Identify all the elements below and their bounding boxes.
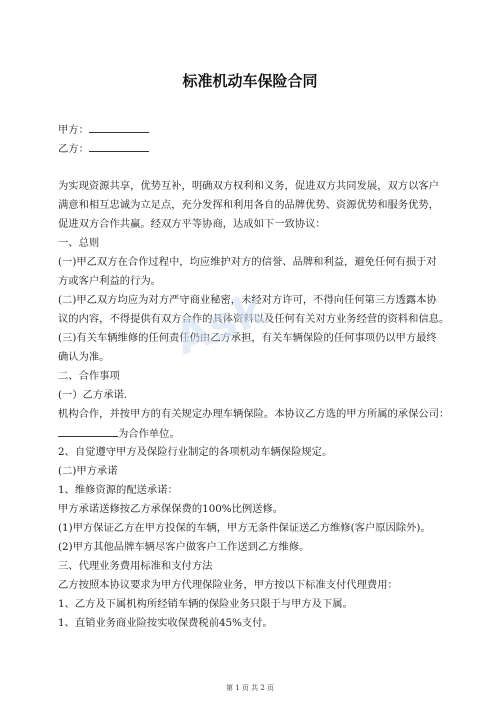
paragraph-line: (1)甲方保证乙方在甲方投保的车辆，甲方无条件保证送乙方维修(客户原因除外)。 — [58, 522, 431, 534]
watermark: Ask — [168, 283, 273, 366]
paragraph-line: 机构合作，并按甲方的有关规定办理车辆保险。本协议乙方选的甲方所属的承保公司： — [58, 408, 450, 420]
paragraph-line: 为实现资源共享，优势互补，明确双方权利和义务，促进双方共同发展，双方以客户 — [58, 180, 439, 192]
page-footer: 第 1 页 共 2 页 — [225, 684, 275, 692]
paragraph-line: (2)甲方其他品牌车辆尽客户做客户工作送到乙方维修。 — [58, 541, 310, 553]
section-heading: 二、合作事项 — [58, 370, 120, 382]
unit-blank — [58, 426, 118, 437]
party-a-label: 甲方： — [58, 124, 89, 136]
party-b-blank — [89, 141, 149, 152]
party-b-label: 乙方： — [58, 143, 89, 155]
party-a-line — [58, 122, 450, 137]
paragraph-line: 议的内容，不得提供有双方合作的具体资料以及任何有关对方业务经营的资料和信息。 — [58, 313, 450, 325]
paragraph-line: 甲方承诺送修按乙方承保保费的100%比例送修。 — [58, 503, 284, 515]
paragraph-line — [58, 426, 450, 441]
paragraph-text: 为合作单位。 — [118, 428, 180, 440]
paragraph-line: (一）乙方承诺. — [58, 389, 128, 401]
paragraph-line: 方或客户利益的行为。 — [58, 275, 161, 287]
paragraph-line: 满意和相互忠诚为立足点，充分发挥和利用各自的品牌优势、资源优势和服务优势， — [58, 199, 439, 211]
paragraph-line: 1、乙方及下属机构所经销车辆的保险业务只限于与甲方及下属。 — [58, 598, 353, 610]
paragraph-line: (三)有关车辆维修的任何责任仍由乙方承担，有关车辆保险的任何事项仍以甲方最终 — [58, 332, 437, 344]
paragraph-line: 促进双方合作共赢。经双方平等协商，达成如下一致协议： — [58, 218, 326, 230]
party-a-blank — [89, 122, 149, 133]
paragraph-line: (一)甲乙双方在合作过程中，均应维护对方的信誉、品牌和利益，避免任何有损于对 — [58, 256, 437, 268]
paragraph-line: 乙方按照本协议要求为甲方代理保险业务，甲方按以下标准支付代理费用： — [58, 579, 398, 591]
document-title: 标准机动车保险合同 — [182, 72, 318, 90]
section-heading: 三、代理业务费用标准和支付方法 — [58, 560, 213, 572]
paragraph-line: 1、维修资源的配送承诺： — [58, 484, 178, 496]
paragraph-line: 确认为准。 — [58, 351, 110, 363]
paragraph-line: (二)甲乙双方均应为对方严守商业秘密，未经对方许可，不得向任何第三方透露本协 — [58, 294, 437, 306]
paragraph-line: 2、自觉遵守甲方及保险行业制定的各项机动车辆保险规定。 — [58, 446, 333, 458]
section-heading: (二)甲方承诺 — [58, 465, 118, 477]
party-b-line — [58, 141, 450, 156]
paragraph-line: 1、直销业务商业险按实收保费税前45%支付。 — [58, 617, 273, 629]
section-heading: 一、总则 — [58, 237, 100, 249]
